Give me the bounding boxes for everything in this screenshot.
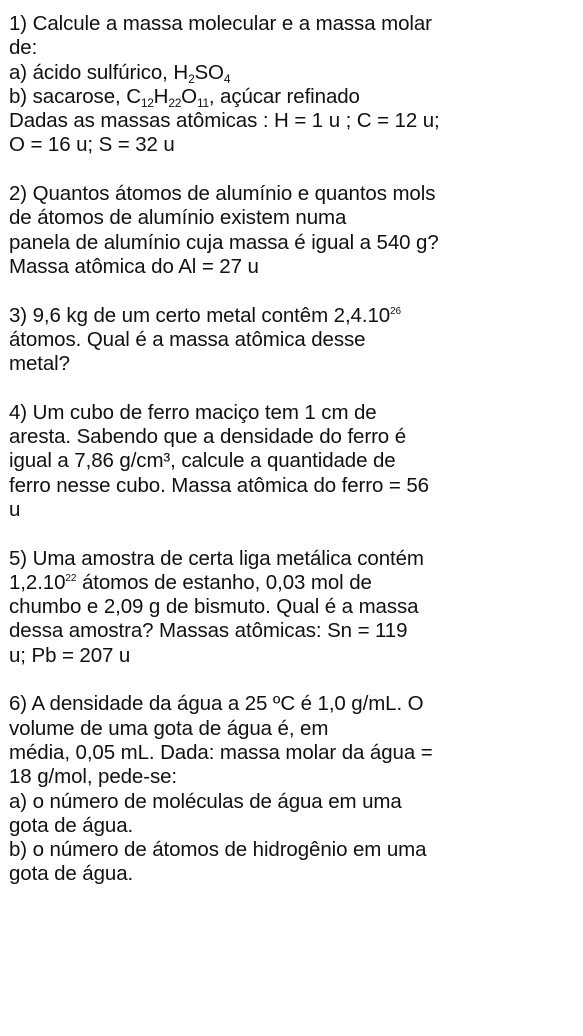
text-segment: 5) Uma amostra de certa liga metálica contém: [9, 546, 424, 570]
text-segment: a) ácido sulfúrico, H: [9, 60, 189, 84]
text-segment: b) sacarose, C: [9, 84, 141, 108]
blank-line: [9, 668, 577, 692]
question-line: [9, 352, 577, 376]
subscript: 2: [188, 71, 195, 86]
question-line: [9, 206, 577, 230]
question-line: [9, 790, 577, 814]
text-segment: de:: [9, 36, 38, 60]
question-line: [9, 741, 577, 765]
question-line: [9, 717, 577, 741]
question-line: [9, 862, 577, 886]
text-segment: , açúcar refinado: [208, 84, 360, 108]
text-segment: átomos de estanho, 0,03 mol de: [76, 570, 372, 594]
question-line: [9, 449, 577, 473]
question-line: [9, 692, 577, 716]
text-segment: H: [153, 84, 169, 108]
text-segment: 1) Calcule a massa molecular e a massa molar: [9, 12, 432, 35]
text-segment: Massa atômica do Al = 27 u: [9, 254, 259, 278]
text-segment: u; Pb = 207 u: [9, 643, 131, 667]
question-line: [9, 425, 577, 449]
blank-line: [9, 158, 577, 182]
question-line: [9, 644, 577, 668]
text-segment: Dadas as massas atômicas : H = 1 u ; C = 12 u;: [9, 109, 440, 133]
question-3: [9, 304, 577, 377]
blank-line: [9, 376, 577, 400]
question-line: [9, 85, 577, 109]
text-segment: 4) Um cubo de ferro maciço tem 1 cm de: [9, 400, 377, 424]
text-segment: SO: [194, 60, 224, 84]
text-segment: átomos. Qual é a massa atômica desse: [9, 327, 366, 351]
text-segment: gota de água.: [9, 862, 134, 886]
question-2: [9, 182, 577, 279]
question-line: [9, 838, 577, 862]
question-line: [9, 619, 577, 643]
question-line: [9, 61, 577, 85]
question-line: [9, 304, 577, 328]
text-segment: metal?: [9, 352, 70, 376]
blank-line: [9, 522, 577, 546]
question-line: [9, 765, 577, 789]
text-segment: de átomos de alumínio existem numa: [9, 206, 347, 230]
text-segment: 1,2.10: [9, 570, 66, 594]
question-line: [9, 498, 577, 522]
question-line: [9, 231, 577, 255]
exercise-sheet: [9, 12, 577, 887]
question-line: [9, 401, 577, 425]
question-line: [9, 595, 577, 619]
text-segment: volume de uma gota de água é, em: [9, 716, 329, 740]
subscript: 11: [196, 95, 209, 110]
text-segment: panela de alumínio cuja massa é igual a 540 g?: [9, 230, 439, 254]
superscript: 26: [390, 305, 401, 317]
question-line: [9, 36, 577, 60]
text-segment: ferro nesse cubo. Massa atômica do ferro = 56: [9, 473, 429, 497]
question-line: [9, 182, 577, 206]
text-segment: chumbo e 2,09 g de bismuto. Qual é a massa: [9, 595, 419, 619]
question-1: [9, 12, 577, 158]
question-line: [9, 12, 577, 36]
subscript: 12: [140, 95, 154, 110]
question-line: [9, 109, 577, 133]
question-4: [9, 401, 577, 522]
question-line: [9, 571, 577, 595]
text-segment: 18 g/mol, pede-se:: [9, 765, 177, 789]
question-line: [9, 328, 577, 352]
blank-line: [9, 279, 577, 303]
subscript: 22: [168, 95, 182, 110]
question-line: [9, 474, 577, 498]
text-segment: b) o número de átomos de hidrogênio em uma: [9, 838, 427, 862]
question-line: [9, 133, 577, 157]
text-segment: 3) 9,6 kg de um certo metal contêm 2,4.10: [9, 303, 391, 327]
question-line: [9, 547, 577, 571]
text-segment: O: [181, 84, 197, 108]
text-segment: a) o número de moléculas de água em uma: [9, 789, 402, 813]
text-segment: gota de água.: [9, 813, 134, 837]
text-segment: O = 16 u; S = 32 u: [9, 133, 175, 157]
text-segment: aresta. Sabendo que a densidade do ferro é: [9, 425, 406, 449]
text-segment: média, 0,05 mL. Dada: massa molar da água =: [9, 740, 433, 764]
text-segment: 2) Quantos átomos de alumínio e quantos mols: [9, 182, 436, 206]
subscript: 4: [223, 71, 231, 86]
question-line: [9, 814, 577, 838]
question-line: [9, 255, 577, 279]
text-segment: 6) A densidade da água a 25 ºC é 1,0 g/mL. O: [9, 692, 424, 716]
question-5: [9, 547, 577, 668]
question-6: [9, 692, 577, 886]
text-segment: igual a 7,86 g/cm³, calcule a quantidade de: [9, 449, 396, 473]
text-segment: dessa amostra? Massas atômicas: Sn = 119: [9, 619, 408, 643]
text-segment: u: [9, 497, 21, 521]
superscript: 22: [65, 572, 77, 584]
